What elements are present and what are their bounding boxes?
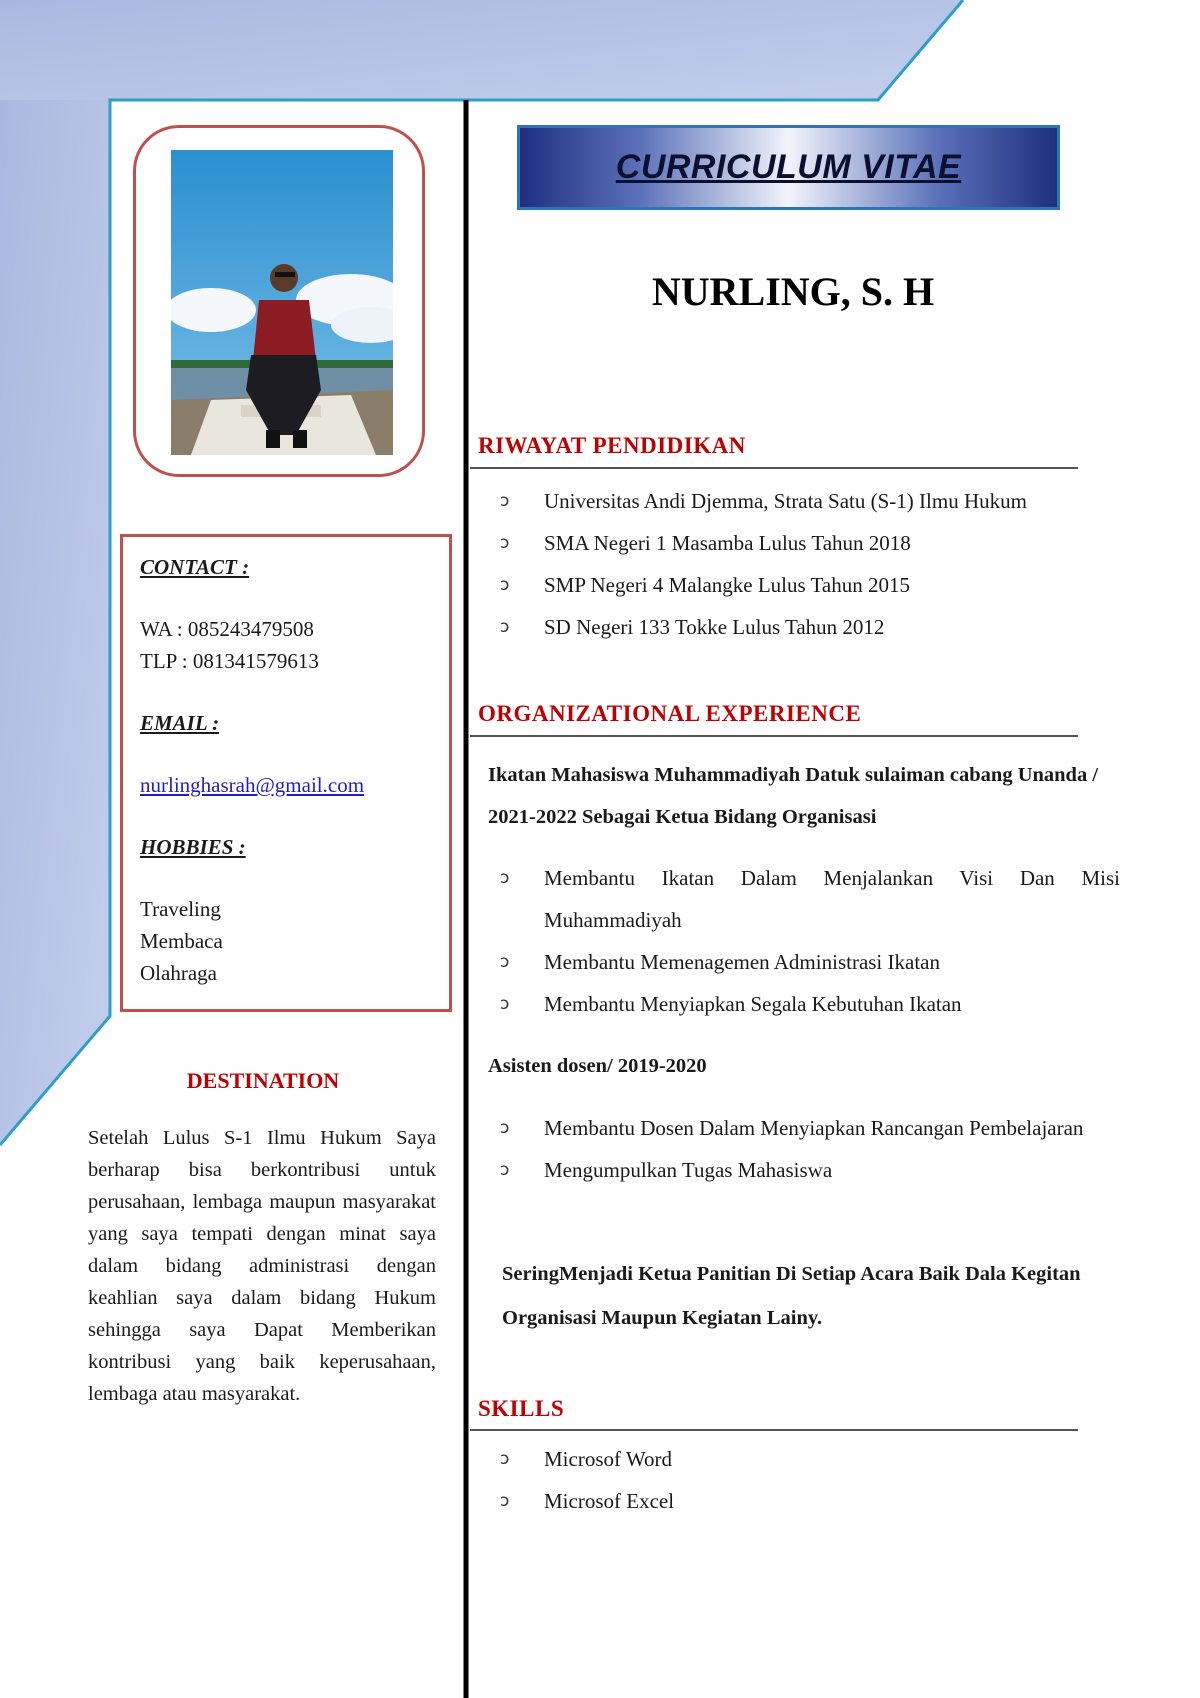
bullet-icon: ↄ	[500, 952, 510, 972]
profile-photo-frame	[133, 125, 425, 477]
bullet-icon: ↄ	[500, 533, 510, 553]
hobbies-heading: HOBBIES :	[140, 835, 246, 859]
list-item: ↄ Membantu Menyiapkan Segala Kebutuhan Ikatan	[500, 983, 1120, 1025]
bullet-icon: ↄ	[500, 1118, 510, 1138]
list-item: ↄ Universitas Andi Djemma, Strata Satu (S-1) Ilmu Hukum	[500, 480, 1120, 522]
hobby-item: Olahraga	[140, 961, 217, 985]
wa-number: WA : 085243479508	[140, 617, 314, 641]
hobby-item: Membaca	[140, 929, 223, 953]
list-item: ↄ SMA Negeri 1 Masamba Lulus Tahun 2018	[500, 522, 1120, 564]
cv-title: CURRICULUM VITAE	[615, 148, 962, 186]
education-title: RIWAYAT PENDIDIKAN	[478, 433, 746, 458]
list-item: ↄ Membantu Dosen Dalam Menyiapkan Rancangan Pembelajaran	[500, 1107, 1120, 1149]
left-blue-band	[0, 100, 110, 1145]
email-link[interactable]: nurlinghasrah@gmail.com	[140, 773, 365, 797]
skills-rule	[470, 1429, 1078, 1431]
bullet-icon: ↄ	[500, 575, 510, 595]
skills-list	[500, 1438, 1120, 1522]
bullet-icon: ↄ	[500, 491, 510, 511]
contact-box	[120, 534, 452, 1012]
list-item: ↄ Membantu Ikatan Dalam Menjalankan Visi Dan Misi Muhammadiyah	[500, 857, 1120, 941]
org-entry-list	[500, 1107, 1120, 1191]
organization-rule	[470, 735, 1078, 737]
list-item: ↄ Membantu Memenagemen Administrasi Ikatan	[500, 941, 1120, 983]
organization-title: ORGANIZATIONAL EXPERIENCE	[478, 701, 862, 726]
profile-photo	[171, 150, 393, 455]
bullet-icon: ↄ	[500, 617, 510, 637]
list-item: ↄ Microsof Excel	[500, 1480, 1120, 1522]
org-entry-list	[500, 857, 1120, 1025]
top-blue-band	[0, 0, 963, 100]
skills-title: SKILLS	[478, 1396, 565, 1421]
bullet-icon: ↄ	[500, 1491, 510, 1511]
list-item: ↄ SD Negeri 133 Tokke Lulus Tahun 2012	[500, 606, 1120, 648]
list-item: ↄ Microsof Word	[500, 1438, 1120, 1480]
destination-text: Setelah Lulus S-1 Ilmu Hukum Saya berharap bisa berkontribusi untuk perusahaan, lembaga maupun masyarakat yang saya tempati dengan minat saya dalam bidang administrasi dengan keahlian saya dalam bidang Hukum sehingga saya Dapat Memberikan kontribusi yang baik keperusahaan, lembaga atau masyarakat.	[88, 1127, 436, 1405]
destination-title: DESTINATION	[186, 1068, 340, 1093]
education-list	[500, 480, 1120, 648]
bullet-icon: ↄ	[500, 1160, 510, 1180]
tlp-number: TLP : 081341579613	[140, 649, 319, 673]
bullet-icon: ↄ	[500, 868, 510, 888]
org-entry-heading: Asisten dosen/ 2019-2020	[488, 1055, 707, 1077]
person-name: NURLING, S. H	[651, 269, 935, 314]
bullet-icon: ↄ	[500, 1449, 510, 1469]
hobby-item: Traveling	[140, 897, 221, 921]
email-heading: EMAIL :	[140, 711, 220, 735]
bullet-icon: ↄ	[500, 994, 510, 1014]
org-entry-heading: Ikatan Mahasiswa Muhammadiyah Datuk sulaiman cabang Unanda / 2021-2022 Sebagai Ketua Bidang Organisasi	[488, 764, 1099, 828]
list-item: ↄ SMP Negeri 4 Malangke Lulus Tahun 2015	[500, 564, 1120, 606]
education-rule	[470, 467, 1078, 469]
contact-heading: CONTACT :	[140, 555, 250, 579]
cv-title-banner	[517, 125, 1060, 210]
list-item: ↄ Mengumpulkan Tugas Mahasiswa	[500, 1149, 1120, 1191]
org-note: SeringMenjadi Ketua Panitian Di Setiap Acara Baik Dala Kegitan Organisasi Maupun Kegiatan Lainy.	[502, 1263, 1081, 1329]
